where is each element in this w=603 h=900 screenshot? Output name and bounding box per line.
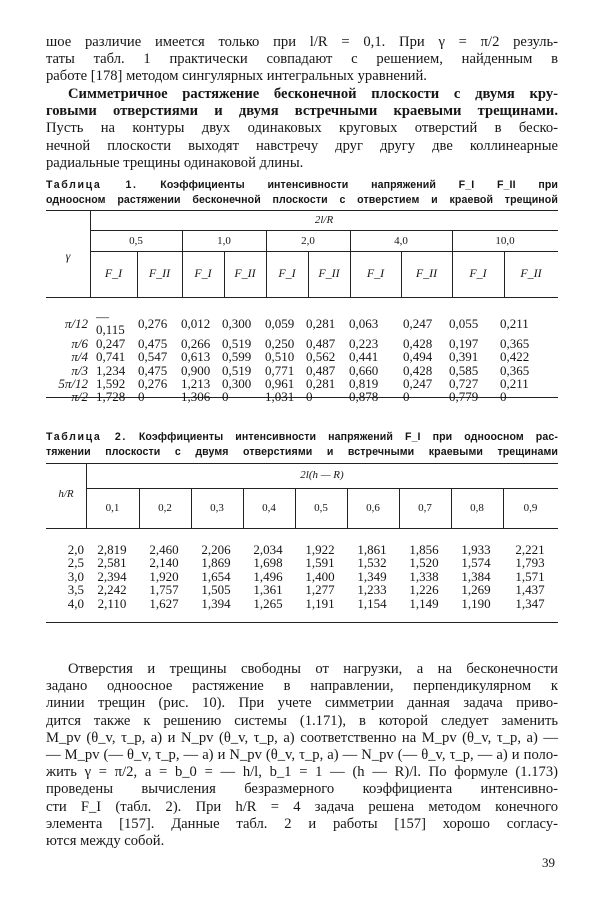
value-cell: 0,247 bbox=[403, 376, 433, 392]
table2-column-label: 0,8 bbox=[470, 502, 484, 514]
value-cell: 0,276 bbox=[138, 376, 168, 392]
table2 bbox=[46, 543, 558, 610]
value-cell: 0,428 bbox=[403, 362, 433, 378]
value-cell: 2,581 bbox=[97, 555, 127, 571]
value-cell: 0,250 bbox=[265, 335, 295, 351]
table1-label: Таблица 1. bbox=[46, 179, 138, 191]
value-cell: 0,660 bbox=[349, 362, 379, 378]
value-cell: 0 bbox=[306, 389, 313, 405]
table-row bbox=[46, 377, 558, 390]
table1-group-label: 1,0 bbox=[217, 235, 231, 247]
value-cell: 1,505 bbox=[201, 582, 231, 598]
value-cell: 0,494 bbox=[403, 349, 433, 365]
value-cell: 1,190 bbox=[461, 595, 491, 611]
value-cell: 1,728 bbox=[96, 389, 126, 405]
value-cell: 0,422 bbox=[500, 349, 530, 365]
value-cell: 1,627 bbox=[149, 595, 179, 611]
value-cell: 1,532 bbox=[357, 555, 387, 571]
table1-sub-label: F_I bbox=[104, 266, 123, 280]
table1-row-header: γ bbox=[65, 249, 71, 263]
table1-caption-line1: Коэффициенты интенсивности напряжений F_I F_II при bbox=[160, 179, 558, 191]
table-row bbox=[46, 364, 558, 377]
table2-column-label: 0,5 bbox=[314, 502, 328, 514]
table1-caption-line2: одноосном растяжении бесконечной плоскости с отверстием и краевой трещиной bbox=[46, 194, 558, 206]
value-cell: 1,269 bbox=[461, 582, 491, 598]
value-cell: 1,338 bbox=[409, 568, 439, 584]
paragraph-bottom bbox=[46, 661, 558, 850]
gamma-cell: π/2 bbox=[71, 389, 88, 405]
value-cell: 0,510 bbox=[265, 349, 295, 365]
value-cell: 1,496 bbox=[253, 568, 283, 584]
value-cell: 0,247 bbox=[96, 335, 126, 351]
value-cell: 1,793 bbox=[515, 555, 545, 571]
value-cell: 1,234 bbox=[96, 362, 126, 378]
value-cell: 0,300 bbox=[222, 376, 252, 392]
hr-cell: 4,0 bbox=[67, 595, 84, 611]
value-cell: 1,149 bbox=[409, 595, 439, 611]
text-line: M_pv (θ_v, τ_p, a) и N_pv (θ_v, τ_p, a) соответственно на M_pv (θ_v, τ_p, a) — bbox=[46, 729, 558, 746]
table2-column-label: 0,7 bbox=[418, 502, 432, 514]
text-line: радиальные трещины одинаковой длины. bbox=[46, 154, 304, 171]
table1-group-rule bbox=[90, 230, 558, 231]
value-cell: 2,034 bbox=[253, 542, 283, 557]
value-cell: 0,599 bbox=[222, 349, 252, 365]
value-cell: 0,475 bbox=[138, 335, 168, 351]
section-title-line: говыми отверстиями и двумя встречными краевыми трещинами. bbox=[46, 103, 558, 120]
value-cell: 1,869 bbox=[201, 555, 231, 571]
table1 bbox=[46, 310, 558, 404]
table2-group-rule bbox=[86, 488, 558, 489]
table2-column-label: 0,2 bbox=[158, 502, 172, 514]
table-row bbox=[46, 583, 558, 596]
value-cell: 1,349 bbox=[357, 568, 387, 584]
value-cell: 0,519 bbox=[222, 335, 252, 351]
table-row bbox=[46, 597, 558, 610]
value-cell: 0,475 bbox=[138, 362, 168, 378]
table1-sub-label: F_II bbox=[520, 266, 542, 280]
section-title-line: Симметричное растяжение бесконечной плоскости с двумя кру- bbox=[68, 86, 558, 102]
gamma-cell: π/6 bbox=[71, 335, 88, 351]
value-cell: 1,394 bbox=[201, 595, 231, 611]
value-cell: 1,233 bbox=[357, 582, 387, 598]
value-cell: 0,487 bbox=[306, 362, 336, 378]
table2-column-label: 0,4 bbox=[262, 502, 276, 514]
value-cell: 0,059 bbox=[265, 315, 295, 331]
table2-caption bbox=[46, 430, 558, 460]
value-cell: 1,154 bbox=[357, 595, 387, 611]
text-line: таты табл. 1 практически совпадают с решением, найденным в bbox=[46, 51, 558, 68]
value-cell: 2,221 bbox=[515, 542, 545, 557]
value-cell: 0,487 bbox=[306, 335, 336, 351]
value-cell: 0,281 bbox=[306, 376, 336, 392]
table-row bbox=[46, 337, 558, 350]
text-line: жить γ = π/2, a = b_0 = — h/l, b_1 = 1 — (h — R)/l. По формуле (1.173) bbox=[46, 764, 558, 781]
value-cell: 2,819 bbox=[97, 542, 127, 557]
table1-sub-label: F_I bbox=[469, 266, 487, 280]
value-cell: 1,591 bbox=[305, 555, 335, 571]
gamma-cell: 5π/12 bbox=[58, 376, 88, 392]
value-cell: 0,365 bbox=[500, 335, 530, 351]
value-cell: 1,933 bbox=[461, 542, 491, 557]
value-cell: 0,281 bbox=[306, 315, 336, 331]
value-cell: 0,727 bbox=[449, 376, 479, 392]
table1-group-label: 4,0 bbox=[394, 235, 408, 247]
value-cell: 0,741 bbox=[96, 349, 126, 365]
table-row bbox=[46, 556, 558, 569]
table1-caption bbox=[46, 178, 558, 208]
table2-label: Таблица 2. bbox=[46, 431, 127, 443]
value-cell: 1,592 bbox=[96, 376, 126, 392]
page-number: 39 bbox=[542, 855, 555, 870]
text-line: — M_pv (— θ_v, τ_p, — a) и N_pv (θ_v, τ_p, a) — N_pv (— θ_v, τ_p, — a) и поло- bbox=[46, 747, 558, 764]
value-cell: 2,242 bbox=[97, 582, 127, 598]
text-line: элемента [157]. Данные табл. 2 и работы [157] хорошо согласу- bbox=[46, 815, 558, 832]
value-cell: 0 bbox=[222, 389, 229, 405]
value-cell: 1,698 bbox=[253, 555, 283, 571]
value-cell: 0,585 bbox=[449, 362, 479, 378]
value-cell: 0 bbox=[500, 389, 507, 405]
text-line: задано одноосное растяжение в направлении, перпендикулярном к bbox=[46, 678, 558, 695]
value-cell: 1,191 bbox=[305, 595, 335, 611]
value-cell: 2,460 bbox=[149, 542, 179, 557]
table2-row-header: h/R bbox=[58, 488, 74, 500]
value-cell: 0,223 bbox=[349, 335, 379, 351]
table2-caption-line1: Коэффициенты интенсивности напряжений F_I при одноосном рас- bbox=[138, 431, 558, 443]
value-cell: 1,856 bbox=[409, 542, 439, 557]
value-cell: 1,922 bbox=[305, 542, 335, 557]
value-cell: 0,613 bbox=[181, 349, 211, 365]
value-cell: 0 bbox=[138, 389, 145, 405]
value-cell: 1,384 bbox=[461, 568, 491, 584]
value-cell: 0,900 bbox=[181, 362, 211, 378]
value-cell: 2,206 bbox=[201, 542, 231, 557]
table1-group-label: 0,5 bbox=[129, 235, 143, 247]
value-cell: 0,365 bbox=[500, 362, 530, 378]
value-cell: 0,771 bbox=[265, 362, 295, 378]
value-cell: 1,031 bbox=[265, 389, 295, 405]
value-cell: 1,861 bbox=[357, 542, 387, 557]
text-line: сти F_I (табл. 2). При h/R = 4 задача решена методом конечного bbox=[46, 798, 558, 815]
hr-cell: 2,5 bbox=[67, 555, 84, 571]
table-row bbox=[46, 570, 558, 583]
table1-header-rule bbox=[46, 297, 558, 298]
value-cell: 1,277 bbox=[305, 582, 335, 598]
value-cell: 2,140 bbox=[149, 555, 179, 571]
value-cell: 0,562 bbox=[306, 349, 336, 365]
text-line: ются между собой. bbox=[46, 833, 165, 850]
table2-column-label: 0,9 bbox=[523, 502, 538, 514]
table1-sub-label: F_I bbox=[366, 266, 385, 280]
table1-group-label: 10,0 bbox=[495, 235, 515, 247]
text-line: линии трещин (рис. 10). При учете симметрии данная задача приво- bbox=[46, 695, 558, 712]
value-cell: 0,547 bbox=[138, 349, 168, 365]
table1-group-header: 2l/R bbox=[314, 214, 334, 226]
value-cell: 2,110 bbox=[97, 595, 127, 611]
table2-caption-line2: тяжении плоскости с двумя отверстиями и встречными краевыми трещинами bbox=[46, 446, 558, 458]
table1-sub-label: F_II bbox=[234, 266, 256, 280]
value-cell: 0,197 bbox=[449, 335, 479, 351]
value-cell: 0 bbox=[403, 389, 410, 405]
table2-top-rule bbox=[46, 463, 558, 464]
section-paragraph bbox=[46, 86, 558, 172]
value-cell: 0,276 bbox=[138, 315, 168, 331]
value-cell: 1,361 bbox=[253, 582, 283, 598]
value-cell: 0,819 bbox=[349, 376, 379, 392]
table-row bbox=[46, 310, 558, 337]
value-cell: 1,400 bbox=[305, 568, 335, 584]
table2-group-header: 2l(h — R) bbox=[300, 469, 344, 481]
text-line: дится также к решению системы (1.171), в которой следует заменить bbox=[46, 712, 558, 729]
gamma-cell: π/4 bbox=[71, 349, 88, 365]
paragraph-top bbox=[46, 34, 558, 86]
table-row bbox=[46, 390, 558, 403]
value-cell: 0,211 bbox=[500, 315, 529, 331]
value-cell: 2,394 bbox=[97, 568, 127, 584]
value-cell: —0,115 bbox=[96, 309, 125, 338]
text-line: проведены вычисления безразмерного коэффициента интенсивно- bbox=[46, 781, 558, 798]
value-cell: 0,428 bbox=[403, 335, 433, 351]
value-cell: 1,213 bbox=[181, 376, 211, 392]
table2-column-label: 0,1 bbox=[105, 502, 120, 514]
text-line: нечной плоскости выходят навстречу друг другу две коллинеарные bbox=[46, 137, 558, 154]
table1-sub-label: F_I bbox=[194, 266, 212, 280]
gamma-cell: π/3 bbox=[71, 362, 88, 378]
table1-sub-label: F_II bbox=[148, 266, 171, 280]
value-cell: 0,055 bbox=[449, 315, 479, 331]
text-line: Отверстия и трещины свободны от нагрузки, а на бесконечности bbox=[68, 661, 558, 677]
value-cell: 1,654 bbox=[201, 568, 231, 584]
value-cell: 0,441 bbox=[349, 349, 379, 365]
value-cell: 1,571 bbox=[515, 568, 545, 584]
value-cell: 0,012 bbox=[181, 315, 211, 331]
value-cell: 0,878 bbox=[349, 389, 379, 405]
value-cell: 0,391 bbox=[449, 349, 479, 365]
value-cell: 0,779 bbox=[449, 389, 479, 405]
table-row bbox=[46, 350, 558, 363]
table2-header-rule bbox=[46, 528, 558, 529]
table1-sub-label: F_II bbox=[415, 266, 438, 280]
value-cell: 1,574 bbox=[461, 555, 491, 571]
value-cell: 0,063 bbox=[349, 315, 379, 331]
value-cell: 0,247 bbox=[403, 315, 433, 331]
table2-column-label: 0,6 bbox=[366, 502, 380, 514]
value-cell: 1,757 bbox=[149, 582, 179, 598]
value-cell: 0,519 bbox=[222, 362, 252, 378]
table1-group-label: 2,0 bbox=[301, 235, 315, 247]
table2-bottom-rule bbox=[46, 622, 558, 623]
value-cell: 1,437 bbox=[515, 582, 545, 598]
value-cell: 0,961 bbox=[265, 376, 295, 392]
value-cell: 1,226 bbox=[409, 582, 439, 598]
hr-cell: 3,0 bbox=[67, 568, 84, 584]
table-row bbox=[46, 543, 558, 556]
value-cell: 0,300 bbox=[222, 315, 252, 331]
gamma-cell: π/12 bbox=[64, 315, 88, 331]
hr-cell: 2,0 bbox=[67, 542, 84, 557]
table2-column-label: 0,3 bbox=[210, 502, 224, 514]
text-line: Пусть на контуры двух одинаковых круговых отверстий в беско- bbox=[46, 120, 558, 137]
text-line: работе [178] методом сингулярных интегральных уравнений. bbox=[46, 68, 427, 85]
text-line: шое различие имеется только при l/R = 0,1. При γ = π/2 резуль- bbox=[46, 34, 558, 50]
value-cell: 0,211 bbox=[500, 376, 529, 392]
table1-sub-label: F_II bbox=[318, 266, 340, 280]
table1-sub-rule bbox=[90, 251, 558, 252]
value-cell: 1,920 bbox=[149, 568, 179, 584]
hr-cell: 3,5 bbox=[67, 582, 84, 598]
value-cell: 1,347 bbox=[515, 595, 545, 611]
value-cell: 1,520 bbox=[409, 555, 439, 571]
value-cell: 1,265 bbox=[253, 595, 283, 611]
value-cell: 1,306 bbox=[181, 389, 211, 405]
value-cell: 0,266 bbox=[181, 335, 211, 351]
table1-sub-label: F_I bbox=[278, 266, 296, 280]
table1-top-rule bbox=[46, 210, 558, 211]
